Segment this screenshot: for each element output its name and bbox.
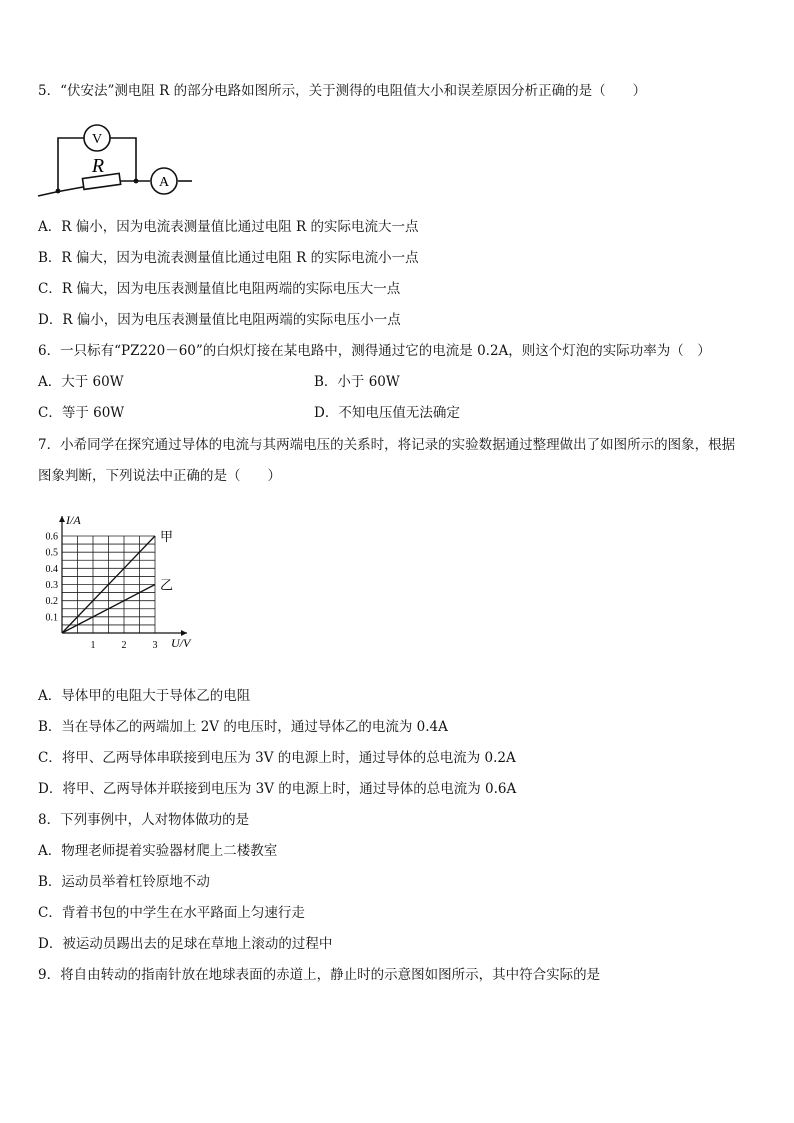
- y-tick-label: 0.4: [45, 563, 58, 575]
- q8-option-d: D．被运动员踢出去的足球在草地上滚动的过程中: [38, 936, 333, 952]
- q7-stem-line2: 图象判断，下列说法中正确的是（ ）: [38, 468, 281, 484]
- q7-option-c: C．将甲、乙两导体串联接到电压为 3V 的电源上时，通过导体的总电流为 0.2A: [38, 750, 516, 766]
- x-tick-label: 2: [121, 640, 127, 651]
- y-tick-label: 0.2: [45, 596, 58, 608]
- y-tick-label: 0.6: [45, 531, 58, 543]
- q6-option-d: D．不知电压值无法确定: [314, 405, 460, 421]
- q8-stem: 8．下列事例中，人对物体做功的是: [38, 812, 250, 828]
- q6-option-a: A．大于 60W: [38, 374, 124, 390]
- q6-option-c: C．等于 60W: [38, 405, 125, 421]
- q8-option-b: B．运动员举着杠铃原地不动: [38, 874, 210, 890]
- x-axis-label: U/V: [171, 636, 191, 650]
- ammeter-symbol: [151, 168, 177, 194]
- q7-iu-chart: [36, 505, 206, 655]
- q6-option-b: B．小于 60W: [314, 374, 400, 390]
- chart-series: [62, 529, 173, 633]
- series-label-jia: 甲: [160, 529, 174, 544]
- x-tick-label: 3: [152, 640, 158, 651]
- junction-dot-right: [134, 179, 139, 184]
- series-label-yi: 乙: [160, 577, 174, 593]
- y-tick-label: 0.3: [45, 580, 58, 591]
- voltmeter-label: V: [91, 132, 103, 147]
- q8-option-c: C．背着书包的中学生在水平路面上匀速行走: [38, 905, 305, 921]
- resistor-label: R: [91, 155, 105, 177]
- q5-stem: 5．“伏安法”测电阻 R 的部分电路如图所示，关于测得的电阻值大小和误差原因分析正确的是（ ）: [38, 83, 647, 99]
- q5-option-a: A．R 偏小，因为电流表测量值比通过电阻 R 的实际电流大一点: [38, 219, 419, 235]
- y-tick-label: 0.5: [45, 547, 58, 559]
- q8-option-a: A．物理老师提着实验器材爬上二楼教室: [38, 843, 278, 859]
- q9-stem: 9．将自由转动的指南针放在地球表面的赤道上，静止时的示意图如图所示，其中符合实际的是: [38, 967, 601, 983]
- q7-option-d: D．将甲、乙两导体并联接到电压为 3V 的电源上时，通过导体的总电流为 0.6A: [38, 781, 517, 797]
- y-axis-label: I/A: [66, 513, 81, 527]
- q7-stem-line1: 7．小希同学在探究通过导体的电流与其两端电压的关系时，将记录的实验数据通过整理做出了如图所示的图象，根据: [38, 437, 736, 453]
- q5-circuit-diagram: [36, 118, 196, 198]
- q5-option-d: D．R 偏小，因为电压表测量值比电阻两端的实际电压小一点: [38, 312, 401, 328]
- q6-stem: 6．一只标有“PZ220－60”的白炽灯接在某电路中，测得通过它的电流是 0.2A，则这个灯泡的实际功率为（ ）: [38, 343, 711, 359]
- ammeter-label: A: [158, 175, 170, 190]
- voltmeter-symbol: [84, 125, 110, 151]
- resistor-symbol: [82, 155, 120, 189]
- junction-dot-left: [56, 189, 61, 194]
- q7-option-a: A．导体甲的电阻大于导体乙的电阻: [38, 688, 251, 704]
- x-tick-label: 1: [90, 640, 96, 651]
- y-tick-label: 0.1: [45, 612, 58, 624]
- q5-option-b: B．R 偏大，因为电流表测量值比通过电阻 R 的实际电流小一点: [38, 250, 419, 266]
- q7-option-b: B．当在导体乙的两端加上 2V 的电压时，通过导体乙的电流为 0.4A: [38, 719, 448, 735]
- y-axis-arrow: [59, 516, 65, 522]
- q5-option-c: C．R 偏大，因为电压表测量值比电阻两端的实际电压大一点: [38, 281, 401, 297]
